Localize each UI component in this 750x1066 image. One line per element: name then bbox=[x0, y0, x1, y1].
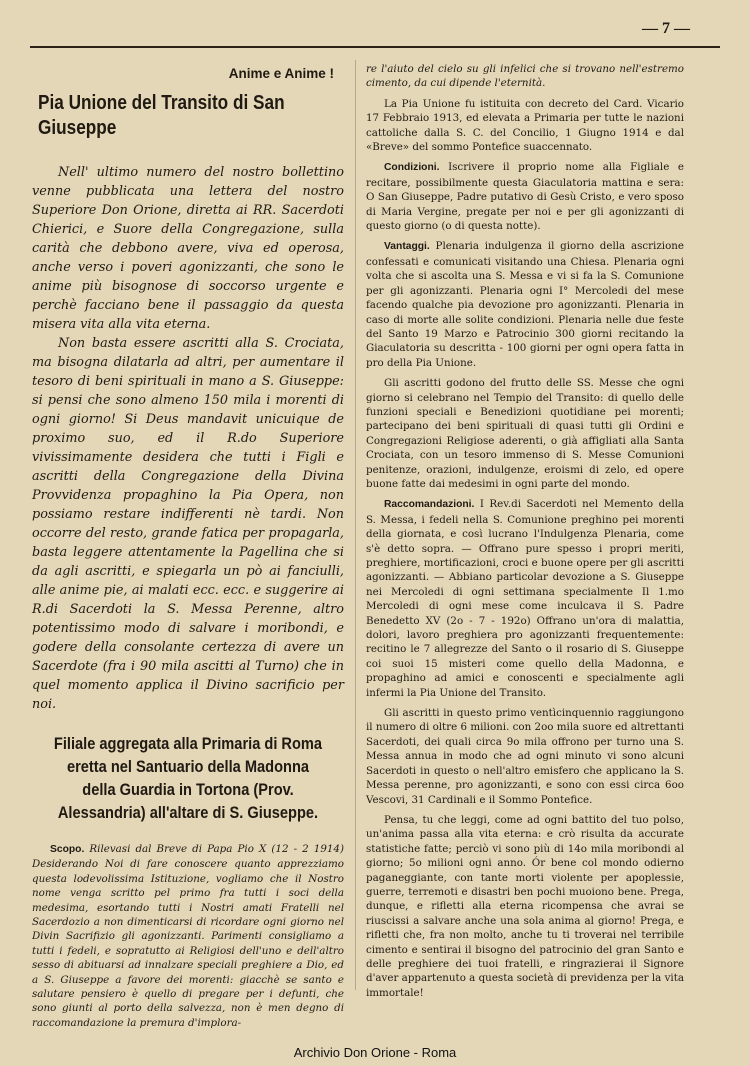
intro-paragraph-1: Nell' ultimo numero del nostro bollettino venne pubblicata una lettera del nostro Superiore Don Orione, diretta ai RR. Sacerdoti Chierici, e Suore della Congregazione, sulla carità che debbono avere, viva ed operosa, anche verso i poveri agonizzanti, che sono le anime più bisognose di soccorso urgente e perchè facciano bene il passaggio da questa misera vita alla vita eterna. bbox=[32, 165, 344, 332]
continuation-paragraph: re l'aiuto del cielo su gli infelici che si trovano nell'estremo cimento, da cui dipende l'eternità. bbox=[366, 63, 684, 90]
intro-block bbox=[32, 163, 344, 714]
section-title: Filiale aggregata alla Primaria di Roma eretta nel Santuario della Madonna della Guardia in Tortona (Prov. Alessandria) all'altare di S. Giuseppe. bbox=[53, 734, 323, 822]
archive-footer: Archivio Don Orione - Roma bbox=[293, 1045, 457, 1060]
page-number: — 7 — bbox=[642, 20, 690, 37]
left-column bbox=[32, 62, 344, 1036]
column-separator bbox=[355, 60, 356, 990]
scopo-label: Scopo. bbox=[50, 844, 85, 855]
right-column bbox=[366, 62, 684, 1006]
raccomandazioni-text: I Rev.di Sacerdoti nel Memento della S. Messa, i fedeli nella S. Comunione preghino pei morenti della giornata, e così lucrano l'Indulgenza Plenaria, come s'è detto sopra. — Offrano pure spesso i propri meriti, preghiere, mortificazioni, croci e buone opere per gli ascritti agonizzanti. — Abbiano particolar devozione a S. Giuseppe nei Mercoledi di ogni settimana specialmente Il 1.mo Mercoledi di ogni mese come inculcava il S. Padre Benedetto XV (2o - 7 - 192o) Offrano un'ora di malattia, dolori, lavoro preghiera pro agonizzanti frequentemente: recitino le 7 allegrezze del Santo o il rosario di S. Giuseppe coi suoi 15 misteri come quello della Madonna, e propaghino ad amici e conoscenti e specialmente agli infermi la Pia Unione del Transito. bbox=[366, 498, 685, 699]
condizioni-label: Condizioni. bbox=[384, 162, 440, 174]
raccomandazioni-label: Raccomandazioni. bbox=[384, 499, 475, 511]
istituita-paragraph: La Pia Unione fu istituita con decreto del Card. Vicario 17 Febbraio 1913, ed elevata a Primaria per tutte le nazioni cattoliche dalla S. C. del Concilio, 1 Giugno 1914 e dal «Breve» del sommo Pontefice suaccennato. bbox=[366, 97, 684, 154]
top-rule bbox=[30, 46, 720, 48]
scopo-block bbox=[32, 842, 344, 1030]
vantaggi-label: Vantaggi. bbox=[384, 241, 430, 253]
ascritti-paragraph: Gli ascritti godono del frutto delle SS. Messe che ogni giorno si celebrano nel Tempio del Transito: di quello delle funzioni speciali e Benedizioni quotidiane pei morenti; partecipano dei beni spirituali di quasi tutti gli Ordini e Congregazioni Religiose aderenti, o già affigliati alla Santa Crociata, con un tesoro immenso di S. Messe Comunioni penitenze, orazioni, indulgenze, eroismi di zelo, ed opere buone fatte dai medesimi in ogni parte del mondo. bbox=[366, 377, 684, 490]
kicker: Anime e Anime ! bbox=[228, 66, 334, 81]
article-title: Pia Unione del Transito di San Giuseppe bbox=[38, 92, 285, 139]
milioni-paragraph: Gli ascritti in questo primo ventìcinquennio raggiungono il numero di oltre 6 milioni. con 2oo mila suore ed altrettanti Sacerdoti, dei quali circa 9o mila offrono per turno una S. Messa annua in modo che ad ogni minuto vi sono alcuni Sacerdoti in questo o nell'altro emisfero che applicano la S. Messa perenne, pro agonizzanti, e sono con essi circa 6oo Vescovi, 31 Cardinali e il Sommo Pontefice. bbox=[366, 707, 684, 806]
scopo-text: Rilevasi dal Breve di Papa Pio X (12 - 2 1914) Desiderando Noi di fare conoscere quanto apprezziamo questa lodevolissima Istituzione, vogliamo che il Nostro nome venga scritto pel primo fra tutti i soci della medesima, esortando tutti i Nostri amati Fratelli nel Sacerdozio a non dimenticarsi di ricordare ogni giorno nel Divin Sacrifizio gli agonizzanti. Parimenti consigliamo a tutti i fedeli, e sopratutto ai Religiosi dell'uno e dell'altro sesso di abituarsi ad innalzare speciali preghiere a Dio, ed a S. Giuseppe a favore dei morenti: giacchè se santo e salutare pensiero è quello di pregare per i defunti, che sono giunti al porto della salvezza, non è men degno di raccomandazione la premura d'implora- bbox=[32, 843, 344, 1029]
pensa-paragraph: Pensa, tu che leggi, come ad ogni battito del tuo polso, un'anima passa alla vita eterna: e crò risulta da accurate statistiche fatte; perciò vi sono più di 14o mila moribondi al giorno; 5o milioni ogni anno. Ór bene col mondo odierno paganeggiante, con tante morti violente per apoplessie, guerre, terremoti e disastri ben pochi muoiono bene. Prega, dunque, e rifletti alla eterna ricompensa che avrai se riuscissi a salvare anche una sola anima al giorno! Prega, e rifletti che, fra non molto, anche tu ti troverai nel terribile cimento e sentirai il bisogno del patrocinio del gran Santo e delle preghiere dei tuoi fratelli, e ringrazierai il Signore d'aver appartenuto a questa società di previdenza per la vita immortale! bbox=[366, 813, 684, 999]
intro-paragraph-2: Non basta essere ascritti alla S. Crociata, ma bisogna dilatarla ad altri, per aumentare il tesoro di beni spirituali in mano a S. Giuseppe: si pensi che sono almeno 150 mila i morenti di ogni giorno! Si Deus mandavit unicuique de proximo suo, ed il R.do Superiore vivissimamente desidera che tutti i Figli e ascritti della Congregazione della Divina Provvidenza propaghino la Pia Opera, non possiamo restare indifferenti nè tardi. Non occorre del resto, grande fatica per propagarla, basta leggere attentamente la Pagellina che si da agli ascritti, e spiegarla un pò ai fanciulli, alle anime pie, ai malati ecc. ecc. e suggerire ai R.di Sacerdoti la S. Messa Perenne, altro potentissimo modo di salvare i moribondi, e godere della consolante certezza di avere un Sacerdote (fra i 90 mila ascitti al Turno) che in quel momento applica il Divino sacrificio per noi. bbox=[32, 336, 344, 712]
vantaggi-text: Plenaria indulgenza il giorno della ascrizione confessati e comunicati visitando una Chiesa. Plenaria ogni volta che si ascolta una S. Messa e vi si fa la S. Comunione per gli agonizzanti. Plenaria ogni I° Mercoledi del mese facendo qualche pia devozione pro agonizzanti. Plenaria in caso di morte alle solite condizioni. Plenaria nelle due feste del Santo 19 Marzo e Patrocinio 300 giorni recitando la Giaculatoria su descritta - 100 giorni per ogni opera fatta in pro della Pia Unione. bbox=[366, 240, 684, 369]
condizioni-text: Iscrivere il proprio nome alla Figliale e recitare, possibilmente questa Giaculatoria mattina e sera: O San Giuseppe, Padre putativo di Gesù Cristo, e vero sposo di Maria Vergine, pregate per noi e per gli agonizzanti di questo giorno (o di questa notte). bbox=[366, 161, 684, 233]
